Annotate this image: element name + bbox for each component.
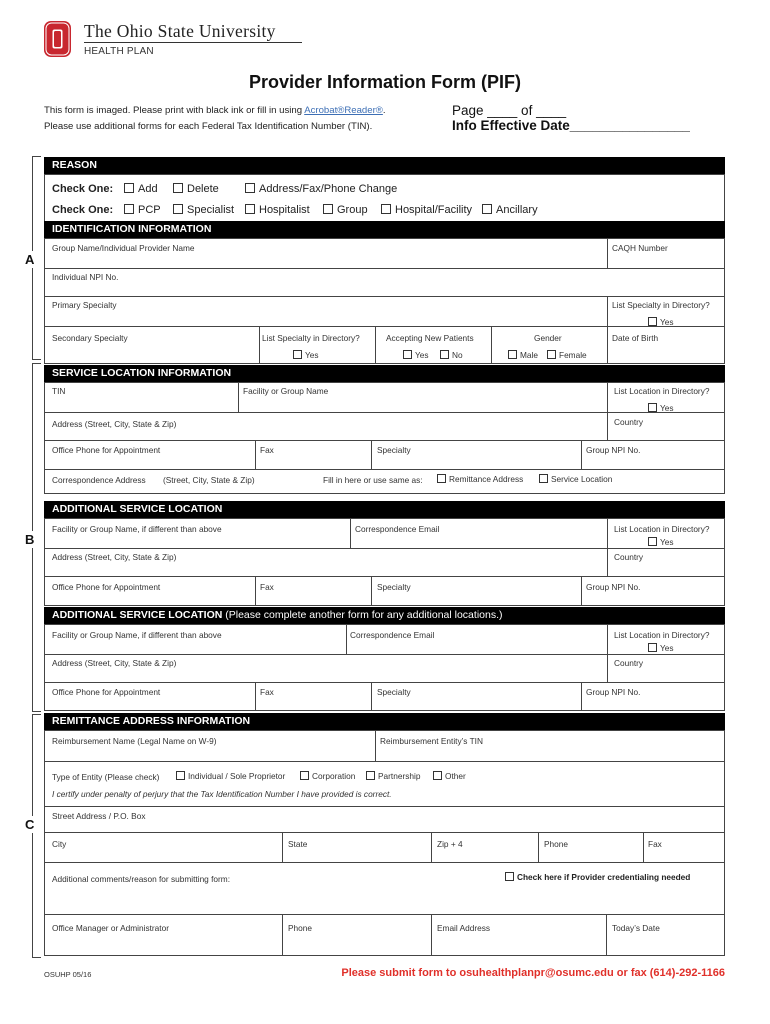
street-address-field[interactable]: Street Address / P.O. Box	[52, 811, 146, 821]
group-npi-field[interactable]: Group NPI No.	[586, 445, 641, 455]
add2-address-field[interactable]: Address (Street, City, State & Zip)	[52, 658, 177, 668]
type-hospital-facility-option[interactable]: Hospital/Facility	[381, 204, 472, 216]
intro-line-1: This form is imaged. Please print with black ink or fill in using Acrobat®Reader®.	[44, 105, 386, 116]
add2-list-location-yes[interactable]: Yes	[648, 643, 674, 653]
state-field[interactable]: State	[288, 839, 308, 849]
todays-date-field[interactable]: Today’s Date	[612, 923, 660, 933]
health-plan-label: HEALTH PLAN	[84, 46, 154, 57]
identification-header: IDENTIFICATION INFORMATION	[44, 221, 725, 238]
entity-individual[interactable]: Individual / Sole Proprietor	[176, 771, 285, 781]
submit-instructions: Please submit form to osuhealthplanpr@osumc.edu or fax (614)-292-1166	[341, 967, 725, 979]
block-o-logo	[44, 21, 71, 57]
list-specialty-2-yes[interactable]: Yes	[293, 350, 319, 360]
bracket-b-letter: B	[25, 532, 35, 547]
list-location-yes-checkbox[interactable]	[648, 403, 657, 412]
pcp-checkbox[interactable]	[124, 204, 134, 214]
add2-list-location-yes-checkbox[interactable]	[648, 643, 657, 652]
partnership-checkbox[interactable]	[366, 771, 375, 780]
primary-specialty-field[interactable]: Primary Specialty	[52, 300, 117, 310]
same-as-remittance[interactable]: Remittance Address	[437, 474, 523, 484]
date-of-birth-field[interactable]: Date of Birth	[612, 333, 659, 343]
bracket-c-letter: C	[25, 817, 35, 832]
check-one-label-2: Check One:	[52, 204, 114, 216]
accepting-yes-checkbox[interactable]	[403, 350, 412, 359]
caqh-number-field[interactable]: CAQH Number	[612, 243, 668, 253]
office-manager-field[interactable]: Office Manager or Administrator	[52, 923, 169, 933]
entity-corporation[interactable]: Corporation	[300, 771, 355, 781]
reimbursement-name-field[interactable]: Reimbursement Name (Legal Name on W-9)	[52, 736, 217, 746]
credentialing-option[interactable]: Check here if Provider credentialing needed	[505, 872, 690, 882]
reason-delete-option[interactable]: Delete	[173, 183, 219, 195]
add2-correspondence-email-field[interactable]: Correspondence Email	[350, 630, 435, 640]
hospitalist-checkbox[interactable]	[245, 204, 255, 214]
address-change-checkbox[interactable]	[245, 183, 255, 193]
page-title: Provider Information Form (PIF)	[248, 72, 521, 92]
accepting-no[interactable]: No	[440, 350, 463, 360]
list-specialty-yes-checkbox[interactable]	[648, 317, 657, 326]
intro-line-2: Please use additional forms for each Federal Tax Identification Number (TIN).	[44, 121, 373, 132]
delete-checkbox[interactable]	[173, 183, 183, 193]
type-group-option[interactable]: Group	[323, 204, 368, 216]
add2-specialty-field[interactable]: Specialty	[377, 687, 411, 697]
tin-field[interactable]: TIN	[52, 386, 66, 396]
zip-field[interactable]: Zip + 4	[437, 839, 463, 849]
add2-group-npi-field[interactable]: Group NPI No.	[586, 687, 641, 697]
individual-npi-field[interactable]: Individual NPI No.	[52, 272, 119, 282]
add2-office-phone-field[interactable]: Office Phone for Appointment	[52, 687, 161, 697]
entity-partnership[interactable]: Partnership	[366, 771, 420, 781]
correspondence-street-label: (Street, City, State & Zip)	[163, 475, 255, 485]
reason-header: REASON	[44, 157, 725, 174]
gender-male[interactable]: Male	[508, 350, 538, 360]
reason-add-option[interactable]: Add	[124, 183, 158, 195]
add1-group-npi-field[interactable]: Group NPI No.	[586, 582, 641, 592]
country-field[interactable]: Country	[614, 417, 644, 427]
university-name: The Ohio State University	[84, 21, 276, 41]
add2-country-field[interactable]: Country	[614, 658, 644, 668]
type-of-entity-label: Type of Entity (Please check)	[52, 772, 160, 782]
email-address-field[interactable]: Email Address	[437, 923, 491, 933]
service-location-checkbox[interactable]	[539, 474, 548, 483]
add1-correspondence-email-field[interactable]: Correspondence Email	[355, 524, 440, 534]
type-pcp-option[interactable]: PCP	[124, 204, 161, 216]
add2-fax-field[interactable]: Fax	[260, 687, 274, 697]
correspondence-address-label[interactable]: Correspondence Address	[52, 475, 146, 485]
add1-office-phone-field[interactable]: Office Phone for Appointment	[52, 582, 161, 592]
list-specialty-yes[interactable]: Yes	[648, 317, 674, 327]
additional-location-2-header: ADDITIONAL SERVICE LOCATION (Please complete another form for any additional locations.)	[44, 607, 725, 624]
address-field[interactable]: Address (Street, City, State & Zip)	[52, 419, 177, 429]
list-specialty-label: List Specialty in Directory?	[612, 300, 710, 310]
secondary-specialty-field[interactable]: Secondary Specialty	[52, 333, 128, 343]
individual-checkbox[interactable]	[176, 771, 185, 780]
additional-comments-field[interactable]: Additional comments/reason for submitting form:	[52, 874, 230, 884]
remittance-header: REMITTANCE ADDRESS INFORMATION	[44, 713, 725, 730]
certify-statement: I certify under penalty of perjury that the Tax Identification Number I have provided is correct.	[52, 789, 392, 799]
group-checkbox[interactable]	[323, 204, 333, 214]
service-location-header: SERVICE LOCATION INFORMATION	[44, 365, 725, 382]
specialty-field[interactable]: Specialty	[377, 445, 411, 455]
add1-facility-field[interactable]: Facility or Group Name, if different than above	[52, 524, 222, 534]
type-ancillary-option[interactable]: Ancillary	[482, 204, 538, 216]
type-specialist-option[interactable]: Specialist	[173, 204, 234, 216]
bracket-c	[32, 714, 41, 958]
city-field[interactable]: City	[52, 839, 67, 849]
bracket-a-letter: A	[25, 252, 35, 267]
additional-location-1-header: ADDITIONAL SERVICE LOCATION	[44, 501, 725, 518]
add1-list-location-yes-checkbox[interactable]	[648, 537, 657, 546]
add2-facility-field[interactable]: Facility or Group Name, if different than above	[52, 630, 222, 640]
credentialing-checkbox[interactable]	[505, 872, 514, 881]
ancillary-checkbox[interactable]	[482, 204, 492, 214]
facility-group-name-field[interactable]: Facility or Group Name	[243, 386, 329, 396]
group-name-field[interactable]: Group Name/Individual Provider Name	[52, 243, 195, 253]
acrobat-reader-link[interactable]: Acrobat®Reader®	[304, 105, 383, 116]
page-of-field[interactable]: Page ____ of ____	[452, 103, 567, 118]
list-specialty-2-label: List Specialty in Directory?	[262, 333, 360, 343]
reimbursement-tin-field[interactable]: Reimbursement Entity’s TIN	[380, 736, 483, 746]
info-effective-date-field[interactable]: Info Effective Date________________	[452, 118, 690, 133]
form-code: OSUHP 05/16	[44, 970, 92, 979]
same-as-service-location[interactable]: Service Location	[539, 474, 612, 484]
logo-divider	[84, 42, 302, 43]
gender-label: Gender	[534, 333, 562, 343]
accepting-yes[interactable]: Yes	[403, 350, 429, 360]
office-phone-field[interactable]: Office Phone for Appointment	[52, 445, 161, 455]
add1-fax-field[interactable]: Fax	[260, 582, 274, 592]
accepting-no-checkbox[interactable]	[440, 350, 449, 359]
male-checkbox[interactable]	[508, 350, 517, 359]
phone-field[interactable]: Phone	[544, 839, 568, 849]
list-specialty-2-yes-checkbox[interactable]	[293, 350, 302, 359]
contact-phone-field[interactable]: Phone	[288, 923, 312, 933]
fill-in-label: Fill in here or use same as:	[323, 475, 423, 485]
add1-country-field[interactable]: Country	[614, 552, 644, 562]
add-checkbox[interactable]	[124, 183, 134, 193]
add2-list-location-label: List Location in Directory?	[614, 630, 710, 640]
add1-specialty-field[interactable]: Specialty	[377, 582, 411, 592]
add1-address-field[interactable]: Address (Street, City, State & Zip)	[52, 552, 177, 562]
add1-list-location-label: List Location in Directory?	[614, 524, 710, 534]
specialist-checkbox[interactable]	[173, 204, 183, 214]
list-location-yes[interactable]: Yes	[648, 403, 674, 413]
add1-list-location-yes[interactable]: Yes	[648, 537, 674, 547]
check-one-label-1: Check One:	[52, 183, 114, 195]
remit-fax-field[interactable]: Fax	[648, 839, 662, 849]
list-location-label: List Location in Directory?	[614, 386, 710, 396]
remittance-address-checkbox[interactable]	[437, 474, 446, 483]
entity-other[interactable]: Other	[433, 771, 466, 781]
type-hospitalist-option[interactable]: Hospitalist	[245, 204, 310, 216]
female-checkbox[interactable]	[547, 350, 556, 359]
fax-field[interactable]: Fax	[260, 445, 274, 455]
corporation-checkbox[interactable]	[300, 771, 309, 780]
hospital-facility-checkbox[interactable]	[381, 204, 391, 214]
reason-change-option[interactable]: Address/Fax/Phone Change	[245, 183, 397, 195]
gender-female[interactable]: Female	[547, 350, 587, 360]
other-checkbox[interactable]	[433, 771, 442, 780]
accepting-patients-label: Accepting New Patients	[386, 333, 474, 343]
